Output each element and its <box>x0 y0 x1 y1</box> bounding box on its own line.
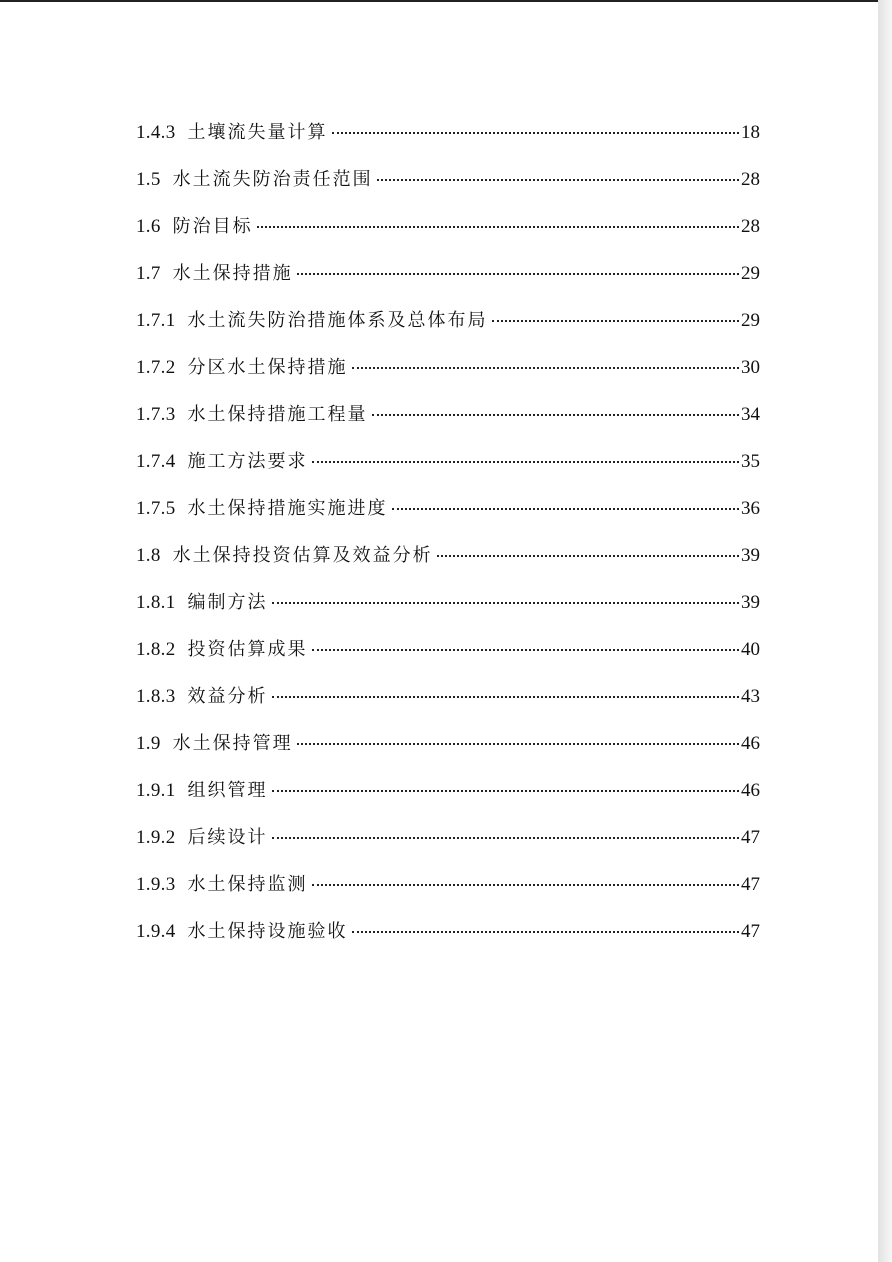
toc-entry-page: 47 <box>741 921 760 942</box>
toc-entry-number: 1.8 <box>136 545 161 566</box>
toc-entry-title: 组织管理 <box>187 780 268 801</box>
toc-entry-title: 后续设计 <box>187 827 268 848</box>
toc-entry-page: 39 <box>741 545 760 566</box>
toc-entry[interactable] <box>136 353 760 400</box>
toc-entry[interactable] <box>136 541 760 588</box>
toc-entry-title: 编制方法 <box>187 592 268 613</box>
toc-dot-leader <box>352 931 740 933</box>
toc-entry-page: 36 <box>741 498 760 519</box>
toc-entry[interactable] <box>136 212 760 259</box>
toc-dot-leader <box>272 790 740 792</box>
toc-dot-leader <box>272 696 740 698</box>
toc-entry[interactable] <box>136 165 760 212</box>
toc-entry-page: 46 <box>741 733 760 754</box>
toc-dot-leader <box>297 743 739 745</box>
toc-entry-page: 34 <box>741 404 760 425</box>
toc-entry-title: 土壤流失量计算 <box>187 122 328 143</box>
toc-entry-title: 效益分析 <box>187 686 268 707</box>
toc-entry-page: 43 <box>741 686 760 707</box>
toc-entry-title: 分区水土保持措施 <box>187 357 348 378</box>
toc-entry-number: 1.8.1 <box>136 592 176 613</box>
toc-dot-leader <box>272 602 740 604</box>
toc-entry-page: 30 <box>741 357 760 378</box>
toc-entry-title: 施工方法要求 <box>187 451 308 472</box>
toc-entry-title: 水土保持投资估算及效益分析 <box>172 545 433 566</box>
toc-entry-page: 39 <box>741 592 760 613</box>
toc-entry-number: 1.9.3 <box>136 874 176 895</box>
toc-entry-number: 1.7 <box>136 263 161 284</box>
toc-entry[interactable] <box>136 917 760 964</box>
toc-entry-page: 28 <box>741 169 760 190</box>
toc-entry-number: 1.5 <box>136 169 161 190</box>
toc-entry-page: 35 <box>741 451 760 472</box>
toc-entry[interactable] <box>136 400 760 447</box>
toc-dot-leader <box>377 179 739 181</box>
toc-entry-number: 1.7.3 <box>136 404 176 425</box>
toc-entry-number: 1.8.3 <box>136 686 176 707</box>
toc-dot-leader <box>352 367 740 369</box>
toc-dot-leader <box>312 884 740 886</box>
toc-dot-leader <box>312 649 740 651</box>
toc-entry-title: 防治目标 <box>172 216 253 237</box>
toc-entry-page: 40 <box>741 639 760 660</box>
toc-dot-leader <box>332 132 740 134</box>
toc-dot-leader <box>272 837 740 839</box>
toc-entry[interactable] <box>136 118 760 165</box>
toc-entry[interactable] <box>136 447 760 494</box>
toc-dot-leader <box>437 555 739 557</box>
toc-dot-leader <box>372 414 740 416</box>
toc-dot-leader <box>297 273 739 275</box>
toc-entry-number: 1.9.4 <box>136 921 176 942</box>
table-of-contents <box>136 118 760 964</box>
toc-entry-page: 18 <box>741 122 760 143</box>
page-edge-shadow <box>878 0 892 1262</box>
toc-entry-number: 1.6 <box>136 216 161 237</box>
toc-entry-page: 29 <box>741 310 760 331</box>
toc-entry-title: 水土保持监测 <box>187 874 308 895</box>
toc-entry-number: 1.7.4 <box>136 451 176 472</box>
toc-entry[interactable] <box>136 823 760 870</box>
toc-entry-page: 47 <box>741 874 760 895</box>
toc-entry[interactable] <box>136 259 760 306</box>
toc-entry[interactable] <box>136 494 760 541</box>
toc-entry-title: 水土流失防治责任范围 <box>172 169 373 190</box>
toc-entry[interactable] <box>136 588 760 635</box>
toc-entry-page: 47 <box>741 827 760 848</box>
toc-entry-title: 水土保持设施验收 <box>187 921 348 942</box>
toc-entry-title: 投资估算成果 <box>187 639 308 660</box>
toc-dot-leader <box>257 226 739 228</box>
toc-entry-page: 29 <box>741 263 760 284</box>
toc-entry-title: 水土保持措施工程量 <box>187 404 368 425</box>
toc-entry[interactable] <box>136 635 760 682</box>
toc-entry-number: 1.7.2 <box>136 357 176 378</box>
toc-entry-number: 1.8.2 <box>136 639 176 660</box>
toc-entry[interactable] <box>136 729 760 776</box>
toc-entry[interactable] <box>136 682 760 729</box>
toc-entry-title: 水土保持措施实施进度 <box>187 498 388 519</box>
toc-entry-page: 28 <box>741 216 760 237</box>
toc-entry-number: 1.4.3 <box>136 122 176 143</box>
toc-entry-title: 水土保持措施 <box>172 263 293 284</box>
toc-entry[interactable] <box>136 870 760 917</box>
toc-entry-number: 1.7.1 <box>136 310 176 331</box>
toc-dot-leader <box>312 461 740 463</box>
toc-entry-number: 1.9 <box>136 733 161 754</box>
toc-dot-leader <box>392 508 740 510</box>
toc-entry-number: 1.9.1 <box>136 780 176 801</box>
toc-entry-number: 1.7.5 <box>136 498 176 519</box>
toc-dot-leader <box>492 320 740 322</box>
toc-entry[interactable] <box>136 776 760 823</box>
toc-entry-title: 水土流失防治措施体系及总体布局 <box>187 310 488 331</box>
toc-entry-number: 1.9.2 <box>136 827 176 848</box>
toc-entry-page: 46 <box>741 780 760 801</box>
toc-entry-title: 水土保持管理 <box>172 733 293 754</box>
toc-entry[interactable] <box>136 306 760 353</box>
